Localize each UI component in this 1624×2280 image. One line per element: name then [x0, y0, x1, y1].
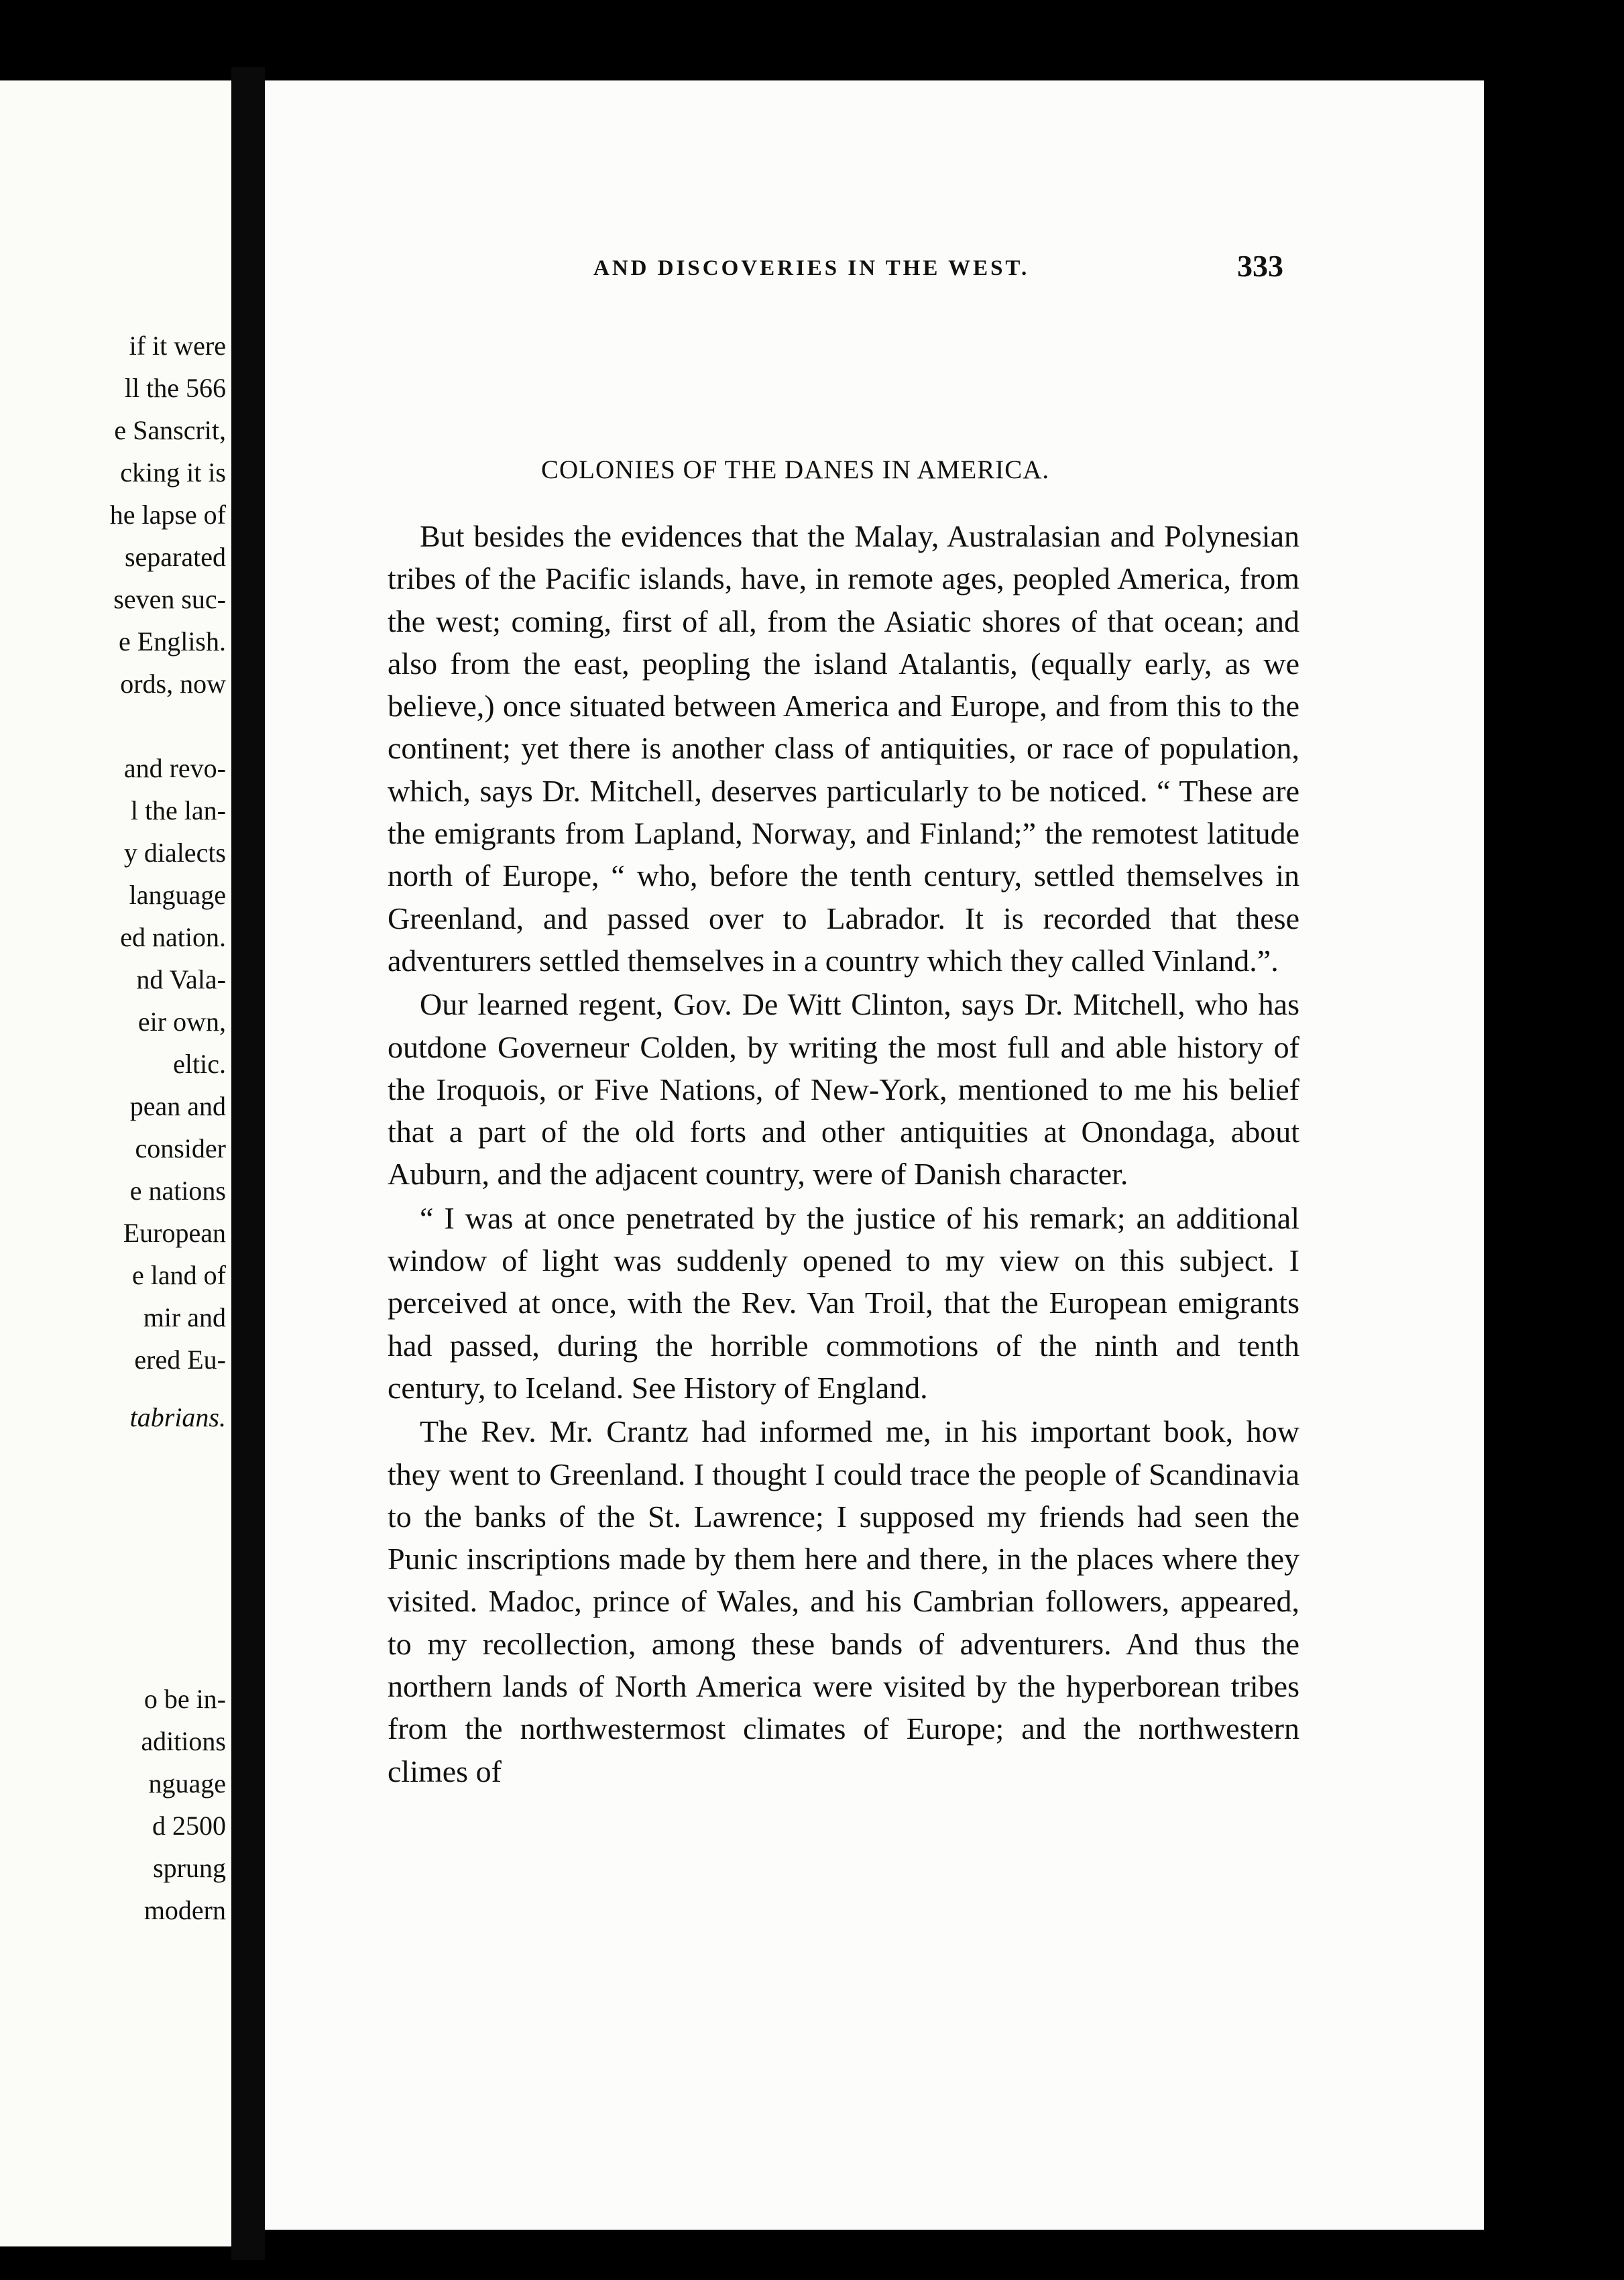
left-line: e Sanscrit, — [114, 415, 226, 445]
left-line: ords, now — [120, 669, 226, 699]
left-line: seven suc- — [113, 584, 226, 614]
right-page — [265, 80, 1484, 2230]
left-line: o be in- — [143, 1684, 226, 1714]
left-line: modern — [143, 1895, 226, 1925]
paragraph: Our learned regent, Gov. De Witt Clinton, says Dr. Mitchell, who has outdone Governeur Colden, by writing the most full and able history of the Iroquois, or Five Nations, of New-York, mentioned to me his belief that a part of the old forts and other antiquities at Onondaga, about Auburn, and the adjacent country, were of Danish character. — [388, 987, 1299, 1192]
left-line: he lapse of — [109, 500, 226, 530]
left-line: y dialects — [123, 838, 226, 868]
left-line: e nations — [129, 1176, 226, 1206]
paragraph: “ I was at once penetrated by the justice of his remark; an additional window of light was suddenly opened to my view on this subject. I perceived at once, with the Rev. Van Troil, that the European emigrants had passed, during the horrible commotions of the ninth and tenth century, to Iceland. See History of England. — [388, 1200, 1299, 1405]
left-line: if it were — [129, 331, 226, 361]
left-line: separated — [124, 542, 226, 572]
paragraph: The Rev. Mr. Crantz had informed me, in his important book, how they went to Greenland. I thought I could trace the people of Scandinavia to the banks of the St. Lawrence; I supposed my friends had seen the Punic inscriptions made by them here and there, in the places where they visited. Madoc, prince of Wales, and his Cambrian followers, appeared, to my recollection, among these bands of adventurers. And thus the northern lands of North America were visited by the hyperborean tribes from the northwestermost climates of Europe; and the northwestern climes of — [388, 1414, 1299, 1788]
left-line: d 2500 — [152, 1811, 226, 1841]
left-line: consider — [135, 1133, 226, 1163]
left-line: pean and — [129, 1091, 226, 1121]
left-line: and revo- — [123, 753, 226, 783]
left-page — [0, 80, 231, 2246]
section-title: COLONIES OF THE DANES IN AMERICA. — [541, 455, 1050, 484]
left-line: eir own, — [137, 1007, 226, 1037]
left-line: e English. — [119, 626, 226, 657]
left-line: ered Eu- — [134, 1345, 226, 1375]
left-line: l the lan- — [130, 795, 226, 825]
running-head: AND DISCOVERIES IN THE WEST. — [593, 256, 1030, 280]
left-line: nd Vala- — [136, 964, 226, 994]
left-line: ed nation. — [120, 922, 226, 952]
body-text — [388, 515, 1299, 1794]
left-line: e land of — [132, 1260, 226, 1290]
book-gutter — [231, 67, 265, 2260]
left-line: nguage — [148, 1768, 226, 1799]
left-line: aditions — [141, 1726, 226, 1756]
left-line: ll the 566 — [124, 373, 226, 403]
left-line: tabrians. — [129, 1402, 226, 1432]
left-line: sprung — [153, 1853, 226, 1883]
scan-background — [1484, 0, 1624, 2280]
paragraph: But besides the evidences that the Malay, Australasian and Polynesian tribes of the Pacific islands, have, in remote ages, peopled America, from the west; coming, first of all, from the Asiatic shores of that ocean; and also from the east, peopling the island Atalantis, (equally early, as we believe,) once situated between America and Europe, and from this to the continent; yet there is another class of antiquities, or race of population, which, says Dr. Mitchell, deserves particularly to be noticed. “ These are the emigrants from Lapland, Norway, and Finland;” the remotest latitude north of Europe, “ who, before the tenth century, settled themselves in Greenland, and passed over to Labrador. It is recorded that these adventurers settled themselves in a country which they called Vinland.”. — [388, 519, 1299, 978]
left-line: eltic. — [173, 1049, 226, 1079]
left-line: mir and — [143, 1302, 226, 1332]
page-number: 333 — [1237, 249, 1283, 283]
left-line: cking it is — [120, 457, 226, 488]
left-line: language — [129, 880, 226, 910]
left-line: European — [123, 1218, 226, 1248]
